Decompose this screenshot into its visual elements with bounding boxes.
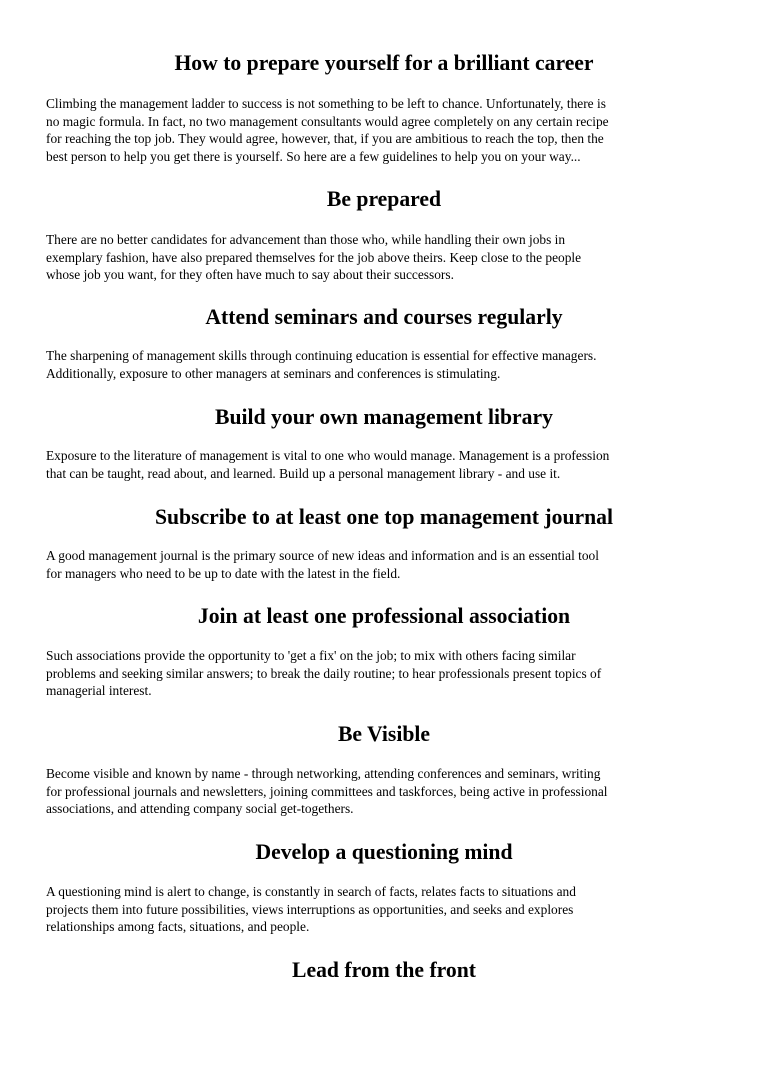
paragraph-line: managerial interest. [46,683,152,699]
paragraph-line: for managers who need to be up to date with the latest in the field. [46,565,401,581]
paragraph-line: no magic formula. In fact, no two management consultants would agree completely on any certain recipe [46,113,609,129]
section-body-library [46,447,726,482]
paragraph-line: A good management journal is the primary source of new ideas and information and is an essential tool [46,548,599,563]
section-heading-questioning: Develop a questioning mind [255,840,513,864]
section-body-association [46,647,726,700]
paragraph-line: Additionally, exposure to other managers at seminars and conferences is stimulating. [46,365,501,381]
section-body-visible [46,765,726,818]
section-heading-association: Join at least one professional association [197,604,571,628]
section-heading-visible: Be Visible [337,722,431,746]
paragraph-line: that can be taught, read about, and learned. Build up a personal management library - and use it. [46,465,561,481]
paragraph-line: relationships among facts, situations, and people. [46,919,310,935]
section-body-journal [46,547,726,582]
paragraph-line: Exposure to the literature of management is vital to one who would manage. Management is a profession [46,448,610,463]
document-title: How to prepare yourself for a brilliant career [174,51,594,75]
section-body-be-prepared [46,231,726,284]
paragraph-line: whose job you want, for they often have much to say about their successors. [46,267,454,283]
paragraph-line: best person to help you get there is yourself. So here are a few guidelines to help you on your way... [46,148,581,164]
paragraph-line: exemplary fashion, have also prepared themselves for the job above theirs. Keep close to the people [46,249,582,265]
section-heading-library: Build your own management library [215,405,553,429]
section-heading-be-prepared: Be prepared [326,187,442,211]
section-body-seminars [46,347,726,382]
section-body-questioning [46,883,726,936]
paragraph-line: for reaching the top job. They would agree, however, that, if you are ambitious to reach the top, then the [46,131,604,147]
paragraph-line: associations, and attending company social get-togethers. [46,801,354,817]
intro-paragraph [46,95,726,165]
section-heading-journal: Subscribe to at least one top management journal [154,505,614,529]
paragraph-line: Climbing the management ladder to success is not something to be left to chance. Unfortunately, there is [46,96,606,111]
paragraph-line: The sharpening of management skills through continuing education is essential for effective managers. [46,348,597,363]
section-heading-lead: Lead from the front [292,958,476,982]
paragraph-line: projects them into future possibilities, views interruptions as opportunities, and seeks and explores [46,901,574,917]
paragraph-line: There are no better candidates for advancement than those who, while handling their own jobs in [46,232,566,247]
paragraph-line: for professional journals and newsletters, joining committees and taskforces, being active in professional [46,783,608,799]
paragraph-line: problems and seeking similar answers; to break the daily routine; to hear professionals present topics of [46,665,602,681]
paragraph-line: A questioning mind is alert to change, is constantly in search of facts, relates facts to situations and [46,884,576,899]
section-heading-seminars: Attend seminars and courses regularly [205,305,563,329]
paragraph-line: Become visible and known by name - through networking, attending conferences and seminars, writing [46,766,601,781]
paragraph-line: Such associations provide the opportunity to 'get a fix' on the job; to mix with others facing similar [46,648,576,663]
